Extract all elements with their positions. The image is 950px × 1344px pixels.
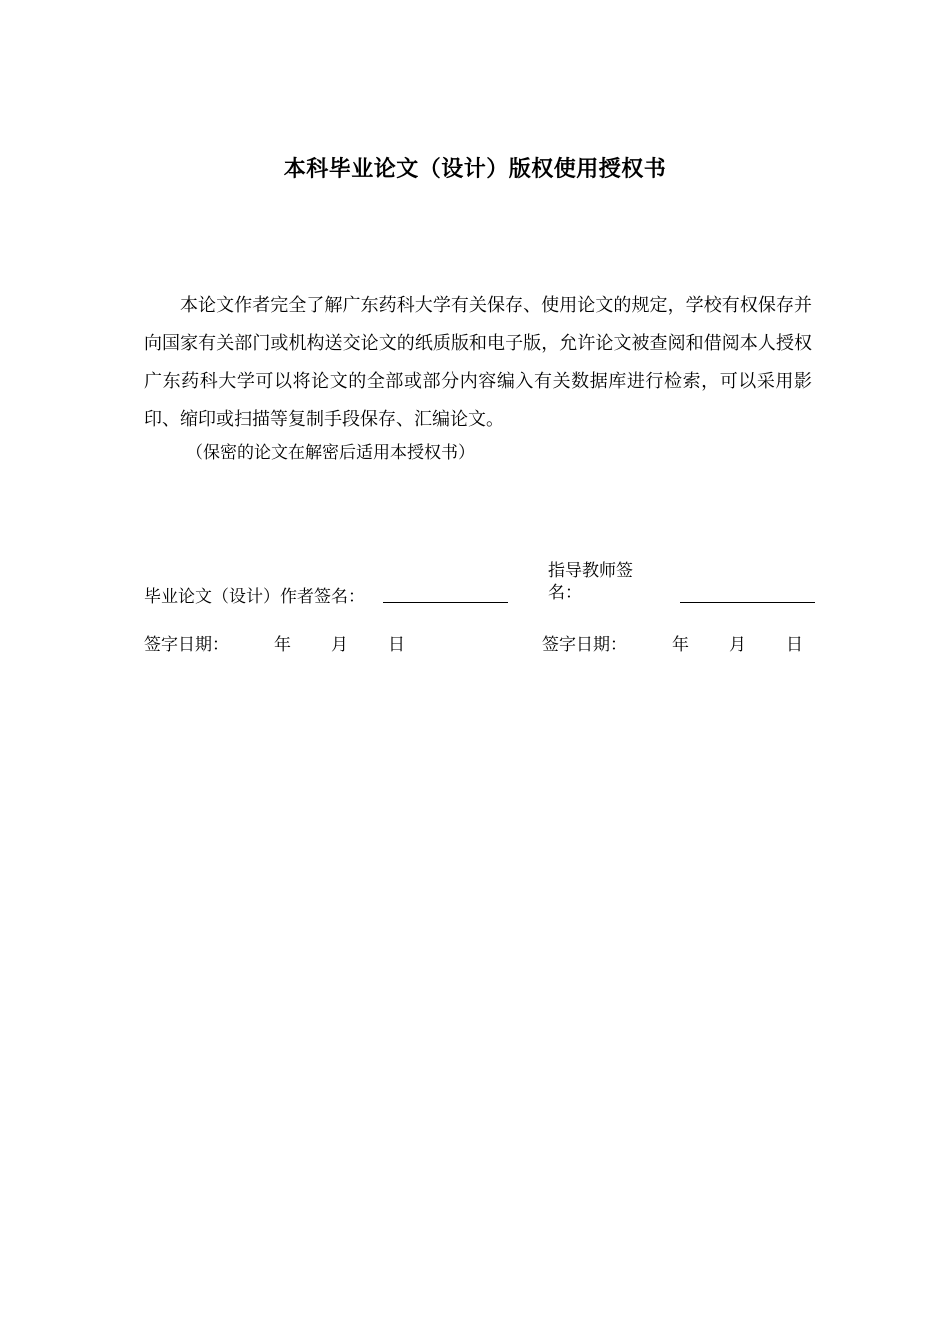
author-date-day: 日 [388,635,405,655]
author-date-row [144,630,405,655]
advisor-date-year: 年 [672,635,689,655]
advisor-date-day: 日 [786,635,803,655]
author-signature-line [383,602,508,603]
advisor-signature-label: 指导教师签名： [548,561,633,603]
confidential-note: （保密的论文在解密后适用本授权书） [186,443,475,463]
authorization-body [144,287,812,439]
authorization-paragraph: 本论文作者完全了解广东药科大学有关保存、使用论文的规定，学校有权保存并向国家有关部门或机构送交论文的纸质版和电子版，允许论文被查阅和借阅本人授权广东药科大学可以将论文的全部或部分内容编入有关数据库进行检索，可以采用影印、缩印或扫描等复制手段保存、汇编论文。 [144,295,812,430]
author-date-label: 签字日期： [144,635,229,655]
advisor-signature-line [680,602,815,603]
author-signature-label: 毕业论文（设计）作者签名： [144,587,365,607]
advisor-date-row [542,630,803,655]
advisor-date-label: 签字日期： [542,635,627,655]
document-title: 本科毕业论文（设计）版权使用授权书 [283,157,667,182]
author-date-year: 年 [274,635,291,655]
author-date-month: 月 [331,635,348,655]
advisor-date-month: 月 [729,635,746,655]
